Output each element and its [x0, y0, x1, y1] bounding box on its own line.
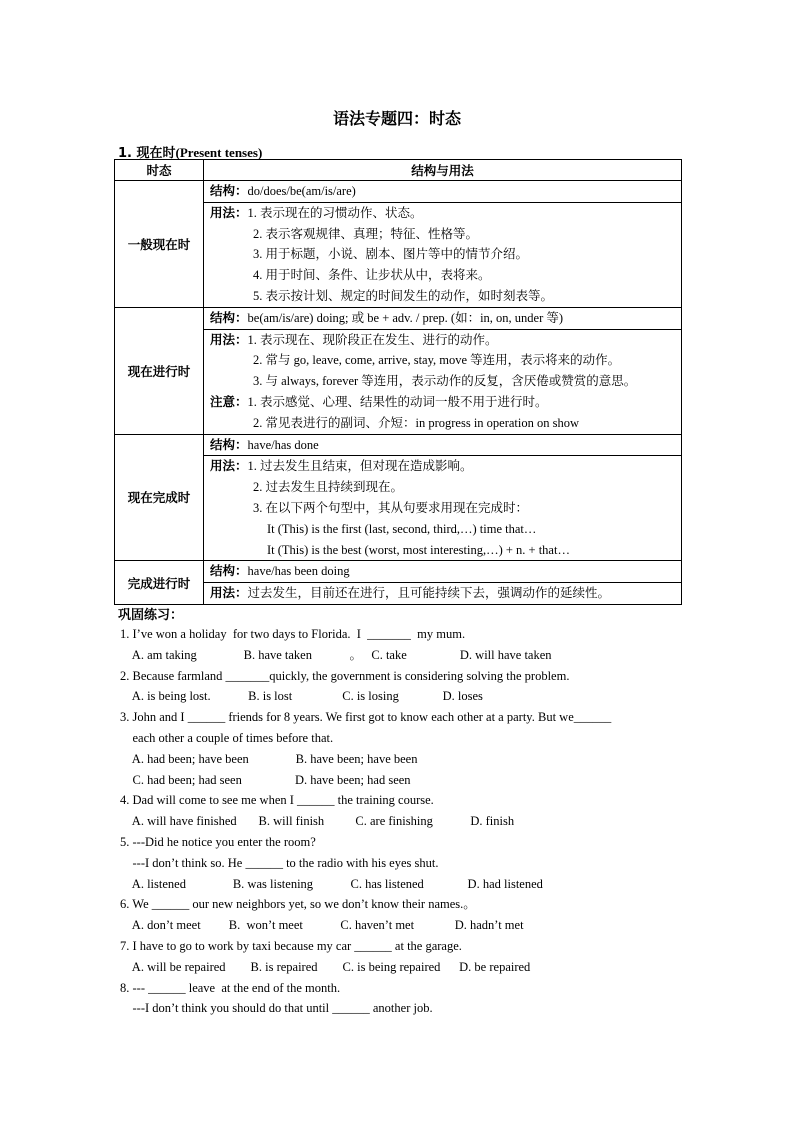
usage-cell — [204, 583, 682, 605]
exercise-line: 6. We ______ our new neighbors yet, so we don’t know their names.。 — [120, 897, 476, 912]
section-label-en: (Present tenses) — [175, 145, 263, 160]
table-header-row — [115, 160, 682, 181]
exercise-line: A. had been; have been B. have been; have been — [120, 751, 418, 766]
exercise-line: A. will have finished B. will finish C. are finishing D. finish — [120, 814, 515, 829]
line-text: have/has been doing — [247, 564, 350, 579]
exercise-line: A. am taking B. have taken 。 C. take D. will have taken — [120, 647, 552, 662]
usage-line — [210, 224, 681, 245]
line-label: 用法： — [210, 458, 248, 474]
exercise-line: 2. Because farmland _______quickly, the government is considering solving the problem. — [120, 668, 570, 683]
line-text: 3. 用于标题，小说、剧本、图片等中的情节介绍。 — [253, 247, 529, 262]
usage-line — [210, 286, 681, 307]
line-text: 4. 用于时间、条件、让步状从中，表将来。 — [253, 268, 491, 283]
line-label: 用法： — [210, 331, 248, 347]
structure-cell — [204, 181, 682, 203]
usage-line — [210, 203, 681, 224]
table-row — [115, 434, 682, 456]
usage-line — [210, 371, 681, 392]
usage-line — [210, 498, 681, 519]
page-title: 语法专题四：时态 — [332, 109, 461, 128]
header-structure-usage: 结构与用法 — [204, 160, 682, 181]
usage-line — [210, 435, 681, 456]
tense-name: 现在进行时 — [115, 307, 204, 434]
line-text: 2. 表示客观规律、真理；特征、性格等。 — [253, 226, 479, 241]
line-label: 用法： — [210, 585, 248, 601]
exercise-line: A. don’t meet B. won’t meet C. haven’t met D. hadn’t met — [120, 918, 524, 933]
usage-line — [210, 181, 681, 202]
section-label: 1. 现在时 — [118, 146, 176, 161]
structure-cell — [204, 307, 682, 329]
line-text: 2. 常与 go, leave, come, arrive, stay, move 等连用，表示将来的动作。 — [253, 353, 621, 368]
line-text: 1. 表示感觉、心理、结果性的动词一般不用于进行时。 — [247, 394, 548, 409]
line-label: 用法： — [210, 204, 248, 220]
usage-line — [210, 583, 681, 604]
line-text: 1. 表示现在、现阶段正在发生、进行的动作。 — [247, 332, 498, 347]
usage-line — [210, 540, 681, 561]
line-text: It (This) is the first (last, second, third,…) time that… — [267, 521, 537, 536]
line-label: 注意： — [210, 393, 248, 409]
exercise-line: 5. ---Did he notice you enter the room? — [120, 834, 316, 849]
line-text: 1. 过去发生且结束，但对现在造成影响。 — [247, 459, 473, 474]
table-row — [115, 307, 682, 329]
line-text: It (This) is the best (worst, most interesting,…) + n. + that… — [267, 542, 570, 557]
line-text: 3. 在以下两个句型中，其从句要求用现在完成时： — [253, 500, 529, 515]
tense-table — [114, 159, 682, 605]
exercise-line: A. will be repaired B. is repaired C. is being repaired D. be repaired — [120, 959, 531, 974]
usage-line — [210, 350, 681, 371]
line-label: 结构： — [210, 183, 248, 198]
usage-line — [210, 308, 681, 329]
line-text: do/does/be(am/is/are) — [247, 184, 356, 198]
usage-line — [210, 330, 681, 351]
header-tense: 时态 — [115, 160, 204, 181]
line-text: 2. 常见表进行的副词、介短：in progress in operation on show — [253, 415, 580, 430]
usage-line — [210, 392, 681, 413]
tense-name: 一般现在时 — [115, 181, 204, 308]
line-text: have/has done — [247, 437, 319, 452]
structure-cell — [204, 561, 682, 583]
tense-name: 完成进行时 — [115, 561, 204, 605]
line-text: 3. 与 always, forever 等连用，表示动作的反复，含厌倦或赞赏的意思。 — [253, 374, 637, 389]
table-row — [115, 181, 682, 203]
exercise-line: 4. Dad will come to see me when I ______ the training course. — [120, 793, 434, 808]
exercise-line: 7. I have to go to work by taxi because my car ______ at the garage. — [120, 938, 462, 953]
usage-line — [210, 265, 681, 286]
usage-cell — [204, 202, 682, 307]
table-row — [115, 561, 682, 583]
exercises-heading: 巩固练习： — [118, 608, 184, 623]
usage-line — [210, 244, 681, 265]
structure-cell — [204, 434, 682, 456]
usage-line — [210, 456, 681, 477]
exercise-line: 8. --- ______ leave at the end of the month. — [120, 980, 341, 995]
line-text: 过去发生，目前还在进行，且可能持续下去，强调动作的延续性。 — [247, 586, 611, 601]
line-label: 结构： — [210, 563, 248, 579]
exercise-line: each other a couple of times before that. — [120, 730, 334, 745]
exercise-line: A. listened B. was listening C. has listened D. had listened — [120, 876, 543, 891]
line-text: 2. 过去发生且持续到现在。 — [253, 480, 404, 495]
exercise-line: 3. John and I ______ friends for 8 years. We first got to know each other at a party. But we______ — [120, 710, 612, 725]
usage-line — [210, 477, 681, 498]
usage-line — [210, 413, 681, 434]
line-text: be(am/is/are) doing; 或 be + adv. / prep. (如：in, on, under 等) — [247, 310, 564, 325]
exercise-line: ---I don’t think you should do that until ______ another job. — [120, 1001, 433, 1016]
line-text: 1. 表示现在的习惯动作、状态。 — [247, 205, 423, 220]
exercise-line: 1. I’ve won a holiday for two days to Florida. I _______ my mum. — [120, 627, 466, 641]
usage-line — [210, 519, 681, 540]
usage-cell — [204, 329, 682, 434]
exercise-line: ---I don’t think so. He ______ to the radio with his eyes shut. — [120, 855, 439, 870]
exercise-line: A. is being lost. B. is lost C. is losing D. loses — [120, 689, 483, 704]
line-label: 结构： — [210, 436, 248, 452]
line-label: 结构： — [210, 309, 248, 325]
exercise-list — [120, 624, 611, 1019]
exercise-line: C. had been; had seen D. have been; had seen — [120, 772, 411, 787]
usage-line — [210, 561, 681, 582]
tense-name: 现在完成时 — [115, 434, 204, 561]
usage-cell — [204, 456, 682, 561]
line-text: 5. 表示按计划、规定的时间发生的动作，如时刻表等。 — [253, 288, 554, 303]
